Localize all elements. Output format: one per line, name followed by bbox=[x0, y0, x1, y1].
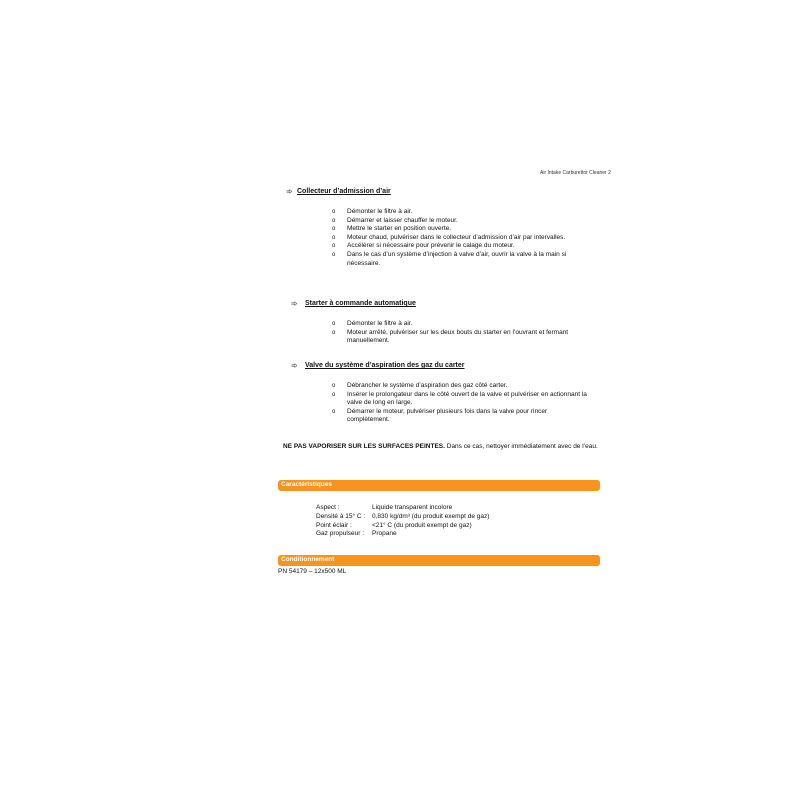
list-item: o Débrancher le système d’aspiration des gaz côté carter. bbox=[332, 382, 508, 389]
bullet-icon: o bbox=[332, 251, 336, 258]
section-title: Collecteur d’admission d’air bbox=[297, 188, 391, 195]
section-title: Starter à commande automatique bbox=[305, 300, 416, 307]
list-item: o Démonter le filtre à air. bbox=[332, 208, 413, 215]
warning-normal: Dans ce cas, nettoyer immédiatement avec de l’eau. bbox=[444, 443, 598, 450]
bullet-icon: o bbox=[332, 226, 336, 233]
bullet-icon: o bbox=[332, 234, 336, 241]
list-item: o Mettre le starter en position ouverte. bbox=[332, 225, 452, 233]
list-item: o Démarrer et laisser chauffer le moteur. bbox=[332, 216, 458, 224]
instruction-list bbox=[332, 208, 587, 268]
spec-value: <21° C (du produit exempt de gaz) bbox=[372, 521, 472, 529]
section-title: Valve du système d’aspiration des gaz du carter bbox=[305, 362, 465, 369]
packaging-heading: Conditionnement bbox=[281, 556, 335, 563]
bullet-icon: o bbox=[332, 209, 336, 215]
bullet-icon: o bbox=[332, 321, 336, 327]
instruction-list bbox=[332, 320, 587, 346]
spec-label: Aspect : bbox=[316, 504, 340, 511]
bullet-icon: o bbox=[332, 243, 336, 250]
spec-value: Propane bbox=[372, 530, 397, 538]
spec-value: 0,830 kg/dm³ (du produit exempt de gaz) bbox=[372, 512, 490, 520]
arrow-icon: ➾ bbox=[291, 299, 298, 308]
bullet-icon: o bbox=[332, 329, 336, 336]
bullet-icon: o bbox=[332, 383, 336, 389]
bullet-icon: o bbox=[332, 391, 336, 398]
bullet-icon: o bbox=[332, 408, 336, 415]
list-item: o Démonter le filtre à air. bbox=[332, 320, 413, 327]
running-header: Air Intake Carburettor Cleaner 2 bbox=[540, 170, 611, 176]
list-item: o Moteur chaud, pulvériser dans le collecteur d’admission d’air par intervalles. bbox=[332, 233, 566, 241]
list-item: o Moteur arrêté, pulvériser sur les deux bouts du starter en l’ouvrant et fermant manuellement. bbox=[332, 328, 569, 345]
arrow-icon: ➾ bbox=[286, 187, 293, 196]
characteristics-heading: Caractéristiques bbox=[281, 481, 332, 488]
spec-value: Liquide transparent incolore bbox=[372, 504, 453, 511]
list-item: o Démarrer le moteur, pulvériser plusieurs fois dans la valve pour rincer complètement. bbox=[332, 407, 548, 424]
instruction-list bbox=[332, 382, 587, 425]
packaging-text: PN 54179 – 12x500 ML bbox=[278, 568, 347, 575]
spec-label: Point éclair : bbox=[316, 521, 352, 529]
list-item: o Insérer le prolongateur dans le côté ouvert de la valve et pulvériser en actionnant la valve de long en large. bbox=[332, 390, 587, 407]
warning-text bbox=[283, 443, 598, 450]
characteristics-heading-bar bbox=[278, 480, 600, 491]
spec-label: Densité à 15° C : bbox=[316, 512, 366, 520]
spec-label: Gaz propulseur : bbox=[316, 530, 365, 538]
bullet-icon: o bbox=[332, 217, 336, 224]
list-item: o Dans le cas d’un système d’injection à valve d’air, ouvrir la valve à la main si nécessaire. bbox=[332, 250, 567, 267]
arrow-icon: ➾ bbox=[291, 361, 298, 370]
list-item: o Accélérer si nécessaire pour prévenir le calage du moteur. bbox=[332, 242, 515, 250]
packaging-heading-bar bbox=[278, 555, 600, 566]
warning-bold: NE PAS VAPORISER SUR LES SURFACES PEINTES. bbox=[283, 443, 445, 450]
